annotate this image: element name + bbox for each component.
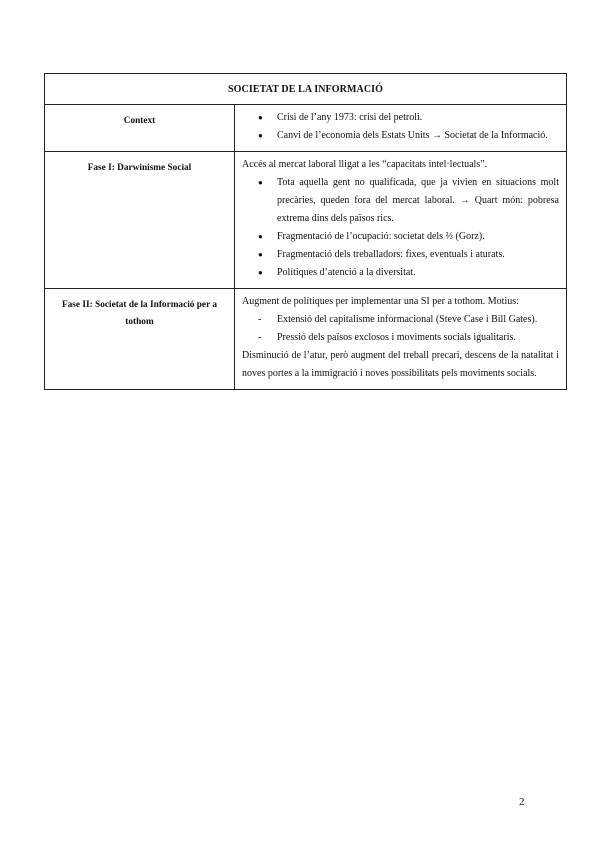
row-label-fase-1: Fase I: Darwinisme Social bbox=[45, 152, 235, 289]
table-row-fase-1 bbox=[45, 152, 567, 289]
table-row-fase-2 bbox=[45, 289, 567, 390]
table-row-context bbox=[45, 105, 567, 152]
table-title: SOCIETAT DE LA INFORMACIÓ bbox=[45, 74, 567, 105]
list-item: ● Fragmentació de l’ocupació: societat dels ⅔ (Gorz). bbox=[242, 228, 559, 246]
row-label-fase-2: Fase II: Societat de la Informació per a tothom bbox=[45, 289, 235, 390]
fase-1-intro: Accés al mercat laboral lligat a les “capacitats intel·lectuals”. bbox=[242, 159, 488, 170]
fase-2-outro: Disminució de l’atur, però augment del treball precari, descens de la natalitat i noves portes a la immigració i noves possibilitats pels moviments socials. bbox=[242, 350, 559, 379]
list-item: - Pressió dels països exclosos i moviments socials igualitaris. bbox=[242, 329, 559, 347]
row-content-fase-2 bbox=[235, 289, 567, 390]
list-item: - Extensió del capitalisme informacional (Steve Case i Bill Gates). bbox=[242, 311, 559, 329]
list-item: ● Canvi de l’economia dels Estats Units → Societat de la Informació. bbox=[242, 127, 559, 145]
list-item: ● Polítiques d’atenció a la diversitat. bbox=[242, 264, 559, 282]
fase-2-dash-list bbox=[242, 311, 559, 347]
row-content-fase-1 bbox=[235, 152, 567, 289]
table-title-row bbox=[45, 74, 567, 105]
context-bullet-list bbox=[242, 109, 559, 145]
row-content-context bbox=[235, 105, 567, 152]
row-label-context: Context bbox=[45, 105, 235, 152]
list-item: ● Tota aquella gent no qualificada, que ja vivien en situacions molt precàries, queden fora del mercat laboral. → Quart món: pobresa extrema dins dels països rics. bbox=[242, 174, 559, 228]
list-item: ● Fragmentació dels treballadors: fixes, eventuals i aturats. bbox=[242, 246, 559, 264]
list-item: ● Crisi de l’any 1973: crisi del petroli. bbox=[242, 109, 559, 127]
fase-1-bullet-list bbox=[242, 174, 559, 282]
fase-2-intro: Augment de polítiques per implementar una SI per a tothom. Motius: bbox=[242, 296, 519, 307]
page-number: 2 bbox=[519, 796, 525, 808]
summary-table bbox=[44, 73, 567, 390]
